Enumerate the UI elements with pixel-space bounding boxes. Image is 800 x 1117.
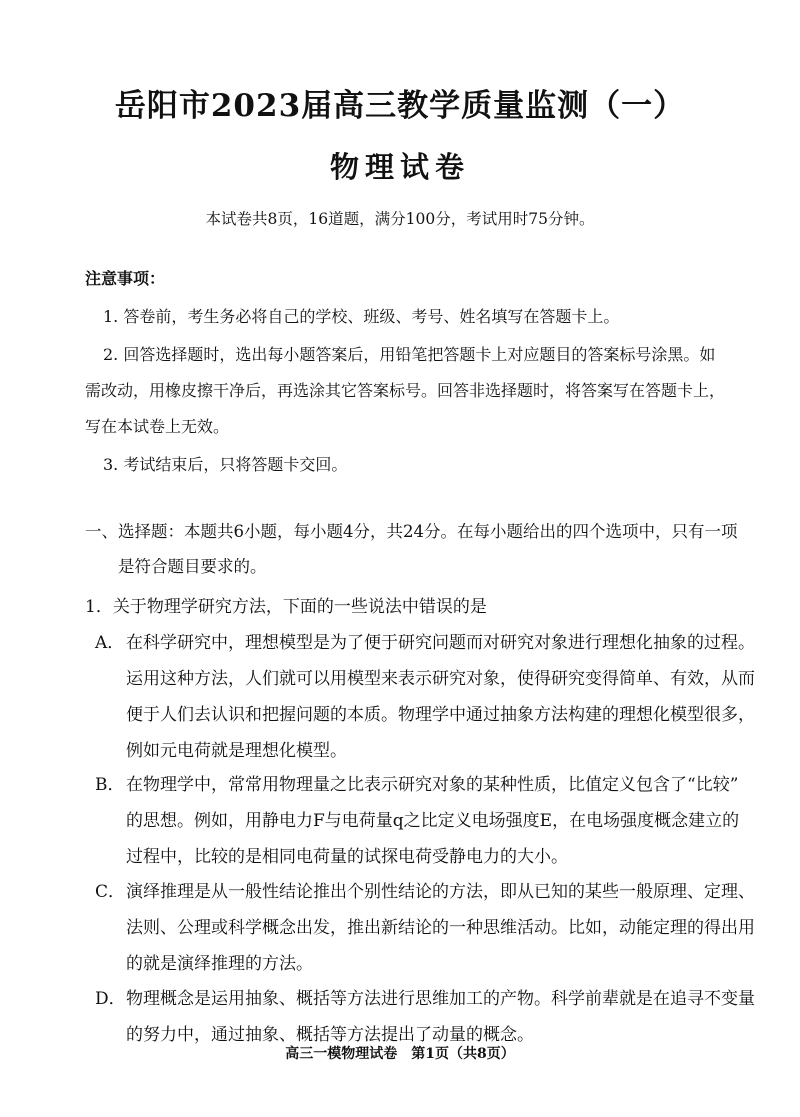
page-title: 岳阳市2023届高三教学质量监测（一） xyxy=(114,88,686,124)
option-d-letter: D． xyxy=(95,989,126,1009)
option-c-line-3: 的就是演绎推理的方法。 xyxy=(126,954,313,974)
option-a-line-1: 在科学研究中，理想模型是为了便于研究问题而对研究对象进行理想化抽象的过程。 xyxy=(126,633,755,653)
option-a-line-4: 例如元电荷就是理想化模型。 xyxy=(126,741,347,761)
option-b-line-1: 在物理学中，常常用物理量之比表示研究对象的某种性质，比值定义包含了“比较” xyxy=(126,775,739,795)
section-heading-line-1: 一、选择题：本题共6小题，每小题4分，共24分。在每小题给出的四个选项中，只有一项 xyxy=(85,522,738,541)
option-b-letter: B． xyxy=(95,775,125,795)
notice-item-2-line-2: 需改动，用橡皮擦干净后，再选涂其它答案标号。回答非选择题时，将答案写在答题卡上， xyxy=(85,381,726,400)
option-b-line-3: 过程中，比较的是相同电荷量的试探电荷受静电力的大小。 xyxy=(126,847,568,867)
option-b-line-2: 的思想。例如，用静电力F与电荷量q之比定义电场强度E，在电场强度概念建立的 xyxy=(126,811,740,831)
subject-title: 物理试卷 xyxy=(329,150,470,184)
question-1-stem: 1．关于物理学研究方法，下面的一些说法中错误的是 xyxy=(85,597,487,617)
option-a-letter: A． xyxy=(95,633,125,653)
option-a-line-3: 便于人们去认识和把握问题的本质。物理学中通过抽象方法构建的理想化模型很多， xyxy=(126,705,755,725)
exam-info: 本试卷共8页，16道题，满分100分，考试用时75分钟。 xyxy=(205,210,595,228)
notice-item-2-line-1: 2. 回答选择题时，选出每小题答案后，用铅笔把答题卡上对应题目的答案标号涂黑。如 xyxy=(103,345,716,364)
page-footer: 高三一模物理试卷 第1页（共8页） xyxy=(285,1046,515,1062)
option-c-line-1: 演绎推理是从一般性结论推出个别性结论的方法，即从已知的某些一般原理、定理、 xyxy=(126,882,755,902)
notice-heading: 注意事项： xyxy=(85,269,166,288)
notice-item-1: 1. 答卷前，考生务必将自己的学校、班级、考号、姓名填写在答题卡上。 xyxy=(103,307,620,326)
option-c-letter: C． xyxy=(95,882,126,902)
option-c-line-2: 法则、公理或科学概念出发，推出新结论的一种思维活动。比如，动能定理的得出用 xyxy=(126,918,755,938)
option-a-line-2: 运用这种方法，人们就可以用模型来表示研究对象，使得研究变得简单、有效，从而 xyxy=(126,669,755,689)
option-d-line-2: 的努力中，通过抽象、概括等方法提出了动量的概念。 xyxy=(126,1025,534,1045)
notice-item-3: 3. 考试结束后，只将答题卡交回。 xyxy=(103,455,348,474)
notice-item-2-line-3: 写在本试卷上无效。 xyxy=(85,417,230,436)
section-heading-line-2: 是符合题目要求的。 xyxy=(118,557,267,576)
option-d-line-1: 物理概念是运用抽象、概括等方法进行思维加工的产物。科学前辈就是在追寻不变量 xyxy=(126,989,755,1009)
